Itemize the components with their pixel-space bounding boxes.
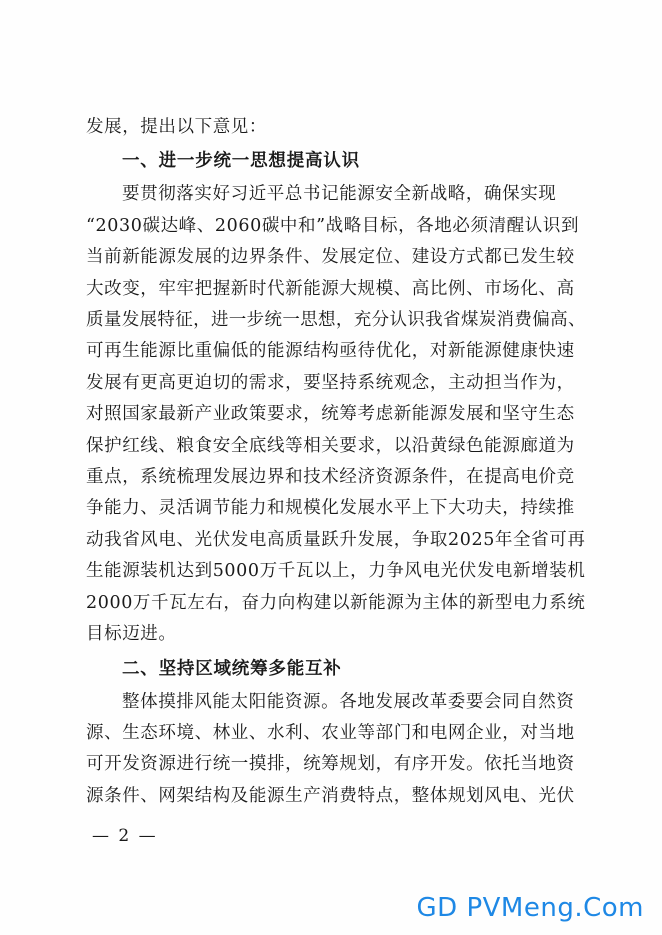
- paragraph-line: 重点，系统梳理发展边界和技术经济资源条件，在提高电价竞: [86, 467, 575, 488]
- paragraph-line: 可开发资源进行统一摸排，统筹规划，有序开发。依托当地资: [86, 754, 575, 775]
- section-2-paragraph: [86, 687, 586, 813]
- paragraph-line: 保护红线、粮食安全底线等相关要求，以沿黄绿色能源廊道为: [86, 435, 575, 456]
- paragraph-line: 2000万千瓦左右，奋力向构建以新能源为主体的新型电力系统: [86, 592, 586, 613]
- section-1-heading: 一、进一步统一思想提高认识: [122, 151, 360, 172]
- paragraph-line: 对照国家最新产业政策要求，统筹考虑新能源发展和坚守生态: [86, 404, 575, 425]
- paragraph-line: 源、生态环境、林业、水利、农业等部门和电网企业，对当地: [86, 722, 575, 743]
- paragraph-line: 可再生能源比重偏低的能源结构亟待优化，对新能源健康快速: [86, 341, 575, 362]
- paragraph-line: 生能源装机达到5000万千瓦以上，力争风电光伏发电新增装机: [86, 561, 586, 582]
- paragraph-line: 整体摸排风能太阳能资源。各地发展改革委要会同自然资: [122, 691, 575, 712]
- paragraph-line: 动我省风电、光伏发电高质量跃升发展，争取2025年全省可再: [86, 529, 586, 550]
- page-number: — 2 —: [92, 826, 158, 846]
- paragraph-line: 发展有更高更迫切的需求，要坚持系统观念，主动担当作为，: [86, 372, 575, 393]
- section-1-paragraph: [86, 179, 586, 650]
- paragraph-line: 质量发展特征，进一步统一思想，充分认识我省煤炭消费偏高、: [86, 310, 586, 331]
- intro-line: 发展，提出以下意见：: [86, 117, 267, 137]
- paragraph-line: 要贯彻落实好习近平总书记能源安全新战略，确保实现: [122, 184, 557, 205]
- paragraph-line: “2030碳达峰、2060碳中和”战略目标，各地必须清醒认识到: [86, 215, 580, 236]
- section-2-heading: 二、坚持区域统筹多能互补: [122, 658, 342, 679]
- paragraph-line: 大改变，牢牢把握新时代新能源大规模、高比例、市场化、高: [86, 278, 575, 299]
- paragraph-line: 源条件、网架结构及能源生产消费特点，整体规划风电、光伏: [86, 785, 575, 806]
- document-body: [86, 112, 586, 812]
- paragraph-line: 目标迈进。: [86, 624, 177, 645]
- paragraph-line: 争能力、灵活调节能力和规模化发展水平上下大功夫，持续推: [86, 498, 575, 519]
- paragraph-line: 当前新能源发展的边界条件、发展定位、建设方式都已发生较: [86, 247, 575, 268]
- site-watermark: GD PVMeng.Com: [416, 893, 644, 923]
